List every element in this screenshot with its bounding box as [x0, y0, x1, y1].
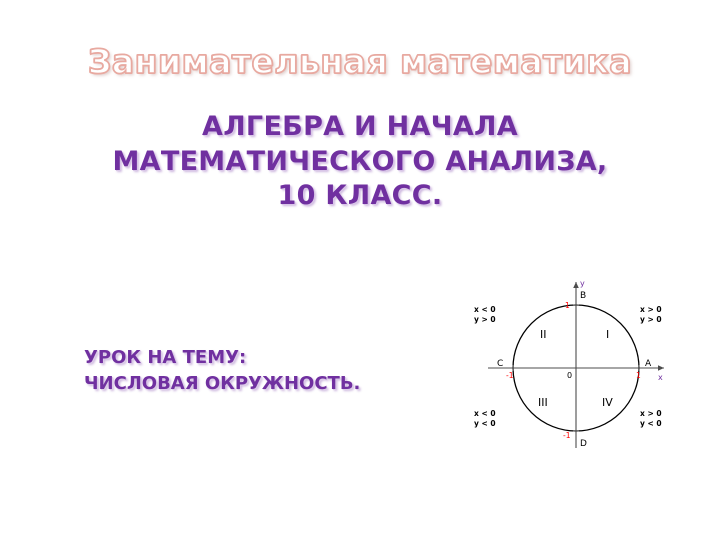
svg-text:x > 0: x > 0: [640, 305, 662, 314]
svg-text:x < 0: x < 0: [474, 409, 496, 418]
tick-label-x-positive: 1: [636, 371, 641, 380]
tick-label-x-negative: -1: [506, 371, 514, 380]
point-label-C: C: [497, 359, 504, 369]
svg-text:y > 0: y > 0: [474, 315, 496, 324]
page-title-line-1: АЛГЕБРА И НАЧАЛА: [202, 111, 518, 142]
tick-label-y-positive: 1: [565, 301, 570, 310]
svg-text:x > 0: x > 0: [640, 409, 662, 418]
quadrant-label-I: I: [606, 328, 610, 341]
page-title: [0, 110, 720, 214]
origin-label: 0: [567, 371, 573, 380]
lesson-topic: [84, 345, 464, 397]
point-label-B: B: [580, 291, 587, 301]
svg-text:y < 0: y < 0: [474, 419, 496, 428]
point-label-A: A: [645, 359, 652, 369]
quadrant-label-II: II: [540, 328, 547, 341]
number-circle-figure: [468, 276, 684, 456]
page-title-line-2: МАТЕМАТИЧЕСКОГО АНАЛИЗА,: [112, 145, 608, 177]
axes-group: [488, 282, 664, 448]
sign-note-top-right: [640, 305, 662, 324]
svg-text:y < 0: y < 0: [640, 419, 662, 428]
lesson-topic-line-1: УРОК НА ТЕМУ:: [84, 347, 247, 368]
sign-note-top-left: [474, 305, 496, 324]
sign-note-bottom-left: [474, 409, 496, 428]
svg-text:y > 0: y > 0: [640, 315, 662, 324]
axis-label-x: x: [658, 373, 663, 382]
svg-text:x < 0: x < 0: [474, 305, 496, 314]
page-title-line-3: 10 КЛАСС.: [277, 180, 443, 212]
decorative-title: Занимательная математика: [87, 42, 633, 81]
point-label-D: D: [580, 439, 587, 449]
quadrant-label-III: III: [538, 396, 548, 409]
tick-label-y-negative: -1: [563, 431, 571, 440]
axis-label-y: y: [580, 279, 585, 288]
sign-note-bottom-right: [640, 409, 662, 428]
lesson-topic-line-2: ЧИСЛОВАЯ ОКРУЖНОСТЬ.: [84, 373, 361, 395]
quadrant-label-IV: IV: [602, 396, 613, 409]
